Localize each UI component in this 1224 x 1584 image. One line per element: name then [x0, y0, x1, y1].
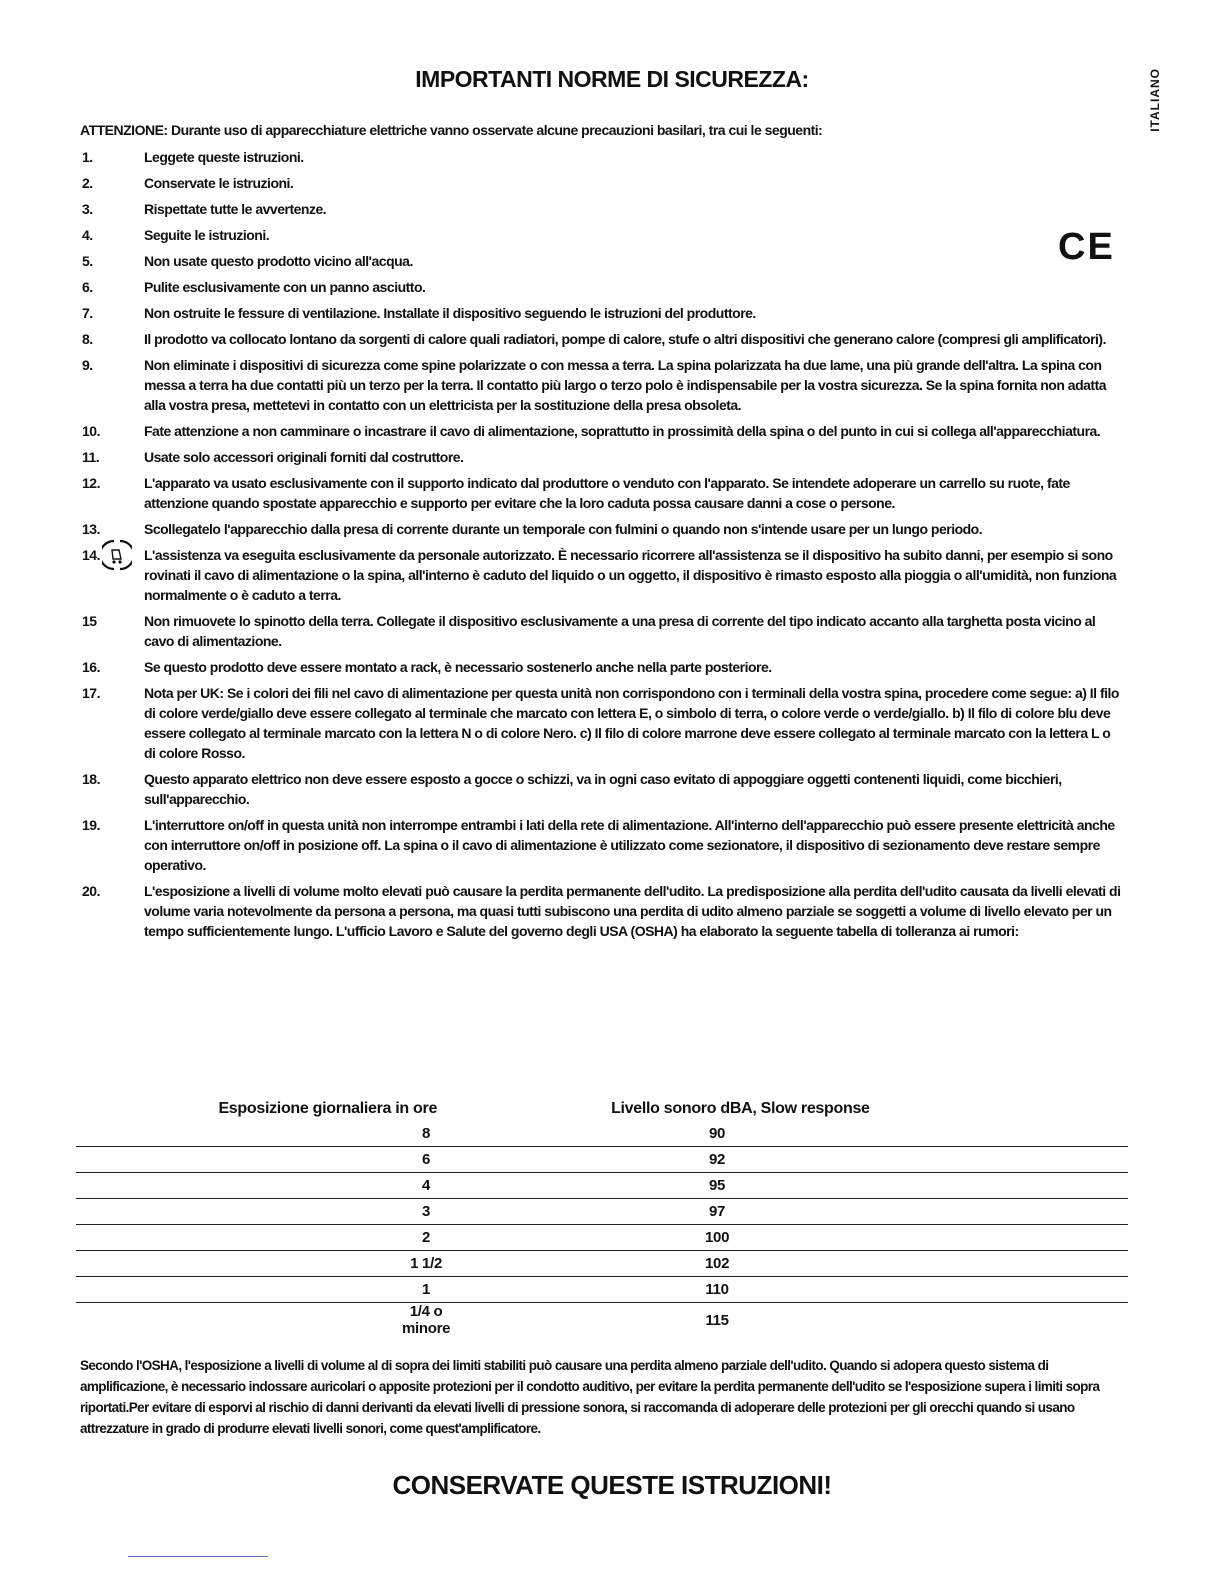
item-text: Leggete queste istruzioni. [144, 149, 304, 165]
list-item [80, 545, 1125, 605]
item-number: 8. [82, 331, 93, 347]
table-row [76, 1303, 1128, 1338]
language-tab: ITALIANO [1148, 68, 1162, 132]
item-text: Seguite le istruzioni. [144, 227, 270, 243]
osha-note: Secondo l'OSHA, l'esposizione a livelli di volume al di sopra dei limiti stabiliti può causare una perdita almeno parziale dell'udito. Quando si adopera questo sistema di amplificazione, è necessario indossare auricolari o apposite protezioni per il condotto auditivo, per evitare la perdita permanente dell'udito se l'esposizione supera i limiti sopra riportati.Per evitare di esporvi al rischio di danni derivanti da elevati livelli di pressione sonora, si raccomanda di adoperare delle protezioni per gli orecchi quando si usano attrezzature in grado di produrre elevati livelli sonori, come quest'amplificatore. [80, 1358, 1100, 1436]
intro-warning: ATTENZIONE: Durante uso di apparecchiature elettriche vanno osservate alcune precauzioni basilari, tra cui le seguenti: [80, 122, 823, 138]
hours-cell: 6 [422, 1151, 431, 1168]
dba-cell: 110 [705, 1281, 729, 1298]
dba-cell: 95 [709, 1177, 726, 1194]
dba-cell: 97 [709, 1203, 726, 1220]
item-text: Nota per UK: Se i colori dei fili nel cavo di alimentazione per questa unità non corrispondono con i terminali della vostra spina, procedere come segue: a) Il filo di colore verde/giallo deve essere collegato al terminale che marcato con lettera E, o simbolo di terra, o colore verde o verde/giallo. b) Il filo di colore blu deve essere collegato al terminale marcato con la lettera N o di colore Nero. c) Il filo di colore marrone deve essere collegato al terminale marcato con la lettera L o di colore Rosso. [144, 685, 1119, 761]
item-number: 11. [82, 449, 100, 465]
item-number: 19. [82, 817, 100, 833]
hours-cell: 4 [422, 1177, 431, 1194]
closing-title: CONSERVATE QUESTE ISTRUZIONI! [392, 1470, 832, 1500]
safety-instructions-list [80, 147, 1125, 947]
hours-cell: 3 [422, 1203, 431, 1220]
footer-divider [128, 1556, 268, 1557]
list-item [80, 881, 1125, 941]
list-item [80, 769, 1125, 809]
dba-cell: 92 [709, 1151, 726, 1168]
item-number: 4. [82, 227, 93, 243]
item-text: Questo apparato elettrico non deve essere esposto a gocce o schizzi, va in ogni caso evitato di appoggiare oggetti contenenti liquidi, come bicchieri, sull'apparecchio. [144, 771, 1062, 807]
ce-mark-icon: CE [1058, 226, 1115, 268]
list-item [80, 683, 1125, 763]
item-number: 7. [82, 305, 93, 321]
item-number: 6. [82, 279, 93, 295]
column-header: Livello sonoro dBA, Slow response [611, 1100, 870, 1117]
item-text: Pulite esclusivamente con un panno asciutto. [144, 279, 426, 295]
hours-cell: 2 [422, 1229, 431, 1246]
column-header: Esposizione giornaliera in ore [218, 1100, 438, 1117]
item-number: 2. [82, 175, 93, 191]
table-row [76, 1147, 1128, 1173]
list-item [80, 303, 1125, 323]
list-item [80, 657, 1125, 677]
item-text: Fate attenzione a non camminare o incastrare il cavo di alimentazione, soprattutto in prossimità della spina o del punto in cui si collega all'apparecchiatura. [144, 423, 1101, 439]
list-item [80, 251, 1125, 271]
item-text: Scollegatelo l'apparecchio dalla presa di corrente durante un temporale con fulmini o quando non s'intende usare per un lungo periodo. [144, 521, 983, 537]
item-text: Conservate le istruzioni. [144, 175, 294, 191]
item-number: 18. [82, 771, 100, 787]
item-number: 14. [82, 547, 100, 563]
item-text: L'interruttore on/off in questa unità non interrompe entrambi i lati della rete di alimentazione. All'interno dell'apparecchio può essere presente elettricità anche con interruttore on/off in posizione off. La spina o il cavo di alimentazione è utilizzato come sezionatore, il dispositivo di sezionamento deve restare sempre operativo. [144, 817, 1115, 873]
list-item [80, 329, 1125, 349]
page-title: IMPORTANTI NORME DI SICUREZZA: [415, 66, 809, 92]
item-number: 13. [82, 521, 100, 537]
item-text: Se questo prodotto deve essere montato a rack, è necessario sostenerlo anche nella parte posteriore. [144, 659, 772, 675]
list-item [80, 173, 1125, 193]
noise-tolerance-table [76, 1097, 1128, 1337]
item-number: 3. [82, 201, 93, 217]
item-text: Il prodotto va collocato lontano da sorgenti di calore quali radiatori, pompe di calore, stufe o altri dispositivi che generano calore (compresi gli amplificatori). [144, 331, 1106, 347]
table-row [76, 1251, 1128, 1277]
table-row [76, 1199, 1128, 1225]
table-row [76, 1121, 1128, 1147]
list-item [80, 355, 1125, 415]
item-text: Usate solo accessori originali forniti dal costruttore. [144, 449, 464, 465]
list-item [80, 473, 1125, 513]
item-text: Non eliminate i dispositivi di sicurezza come spine polarizzate o con messa a terra. La spina polarizzata ha due lame, una più grande dell'altra. La spina con messa a terra ha due contatti più un terzo per la terra. Il contatto più largo o terzo polo è indispensabile per la vostra sicurezza. Se la spina fornita non adatta alla vostra presa, mettetevi in contatto con un elettricista per la sostituzione della presa obsoleta. [144, 357, 1107, 413]
cart-warning-icon [102, 539, 132, 571]
hours-cell: 1 1/2 [410, 1255, 442, 1272]
item-text: Non ostruite le fessure di ventilazione. Installate il dispositivo seguendo le istruzioni del produttore. [144, 305, 756, 321]
item-number: 12. [82, 475, 100, 491]
dba-cell: 102 [704, 1255, 730, 1272]
list-item [80, 199, 1125, 219]
table-row [76, 1277, 1128, 1303]
hours-cell: 8 [422, 1125, 431, 1142]
list-item [80, 447, 1125, 467]
item-number: 15 [82, 613, 97, 629]
list-item [80, 225, 1125, 245]
item-text: L'apparato va usato esclusivamente con il supporto indicato dal produttore o venduto con l'apparato. Se intendete adoperare un carrello su ruote, fate attenzione quando spostate apparecchio e supporto per evitare che la loro caduta possa causare danni a cose o persone. [144, 475, 1070, 511]
table-row [76, 1173, 1128, 1199]
item-text: Rispettate tutte le avvertenze. [144, 201, 327, 217]
hours-cell: 1/4 o minore [401, 1303, 451, 1337]
hours-cell: 1 [422, 1281, 431, 1298]
dba-cell: 115 [705, 1311, 729, 1329]
item-text: Non usate questo prodotto vicino all'acqua. [144, 253, 413, 269]
list-item [80, 611, 1125, 651]
item-text: L'esposizione a livelli di volume molto elevati può causare la perdita permanente dell'udito. La predisposizione alla perdita dell'udito causata da livelli elevati di volume varia notevolmente da persona a persona, ma quasi tutti subiscono una perdita di udito almeno parziale se soggetti a volume di livello elevato per un tempo sufficientemente lungo. L'ufficio Lavoro e Salute del governo degli USA (OSHA) ha elaborato la seguente tabella di tolleranza ai rumori: [144, 883, 1121, 939]
list-item [80, 147, 1125, 167]
item-number: 17. [82, 685, 100, 701]
list-item [80, 277, 1125, 297]
list-item [80, 421, 1125, 441]
item-text: Non rimuovete lo spinotto della terra. Collegate il dispositivo esclusivamente a una presa di corrente del tipo indicato accanto alla targhetta posta vicino al cavo di alimentazione. [144, 613, 1096, 649]
dba-cell: 90 [709, 1125, 726, 1142]
list-item [80, 519, 1125, 539]
item-text: L'assistenza va eseguita esclusivamente da personale autorizzato. È necessario ricorrere all'assistenza se il dispositivo ha subito danni, per esempio si sono rovinati il cavo di alimentazione o la spina, all'interno è caduto del liquido o un oggetto, il dispositivo è rimasto esposto alla pioggia o all'umidità, non funziona normalmente o è caduto a terra. [144, 547, 1117, 603]
item-number: 9. [82, 357, 93, 373]
item-number: 10. [82, 423, 100, 439]
dba-cell: 100 [704, 1229, 730, 1246]
item-number: 16. [82, 659, 100, 675]
table-row [76, 1225, 1128, 1251]
list-item [80, 815, 1125, 875]
item-number: 20. [82, 883, 100, 899]
item-number: 1. [82, 149, 93, 165]
item-number: 5. [82, 253, 93, 269]
